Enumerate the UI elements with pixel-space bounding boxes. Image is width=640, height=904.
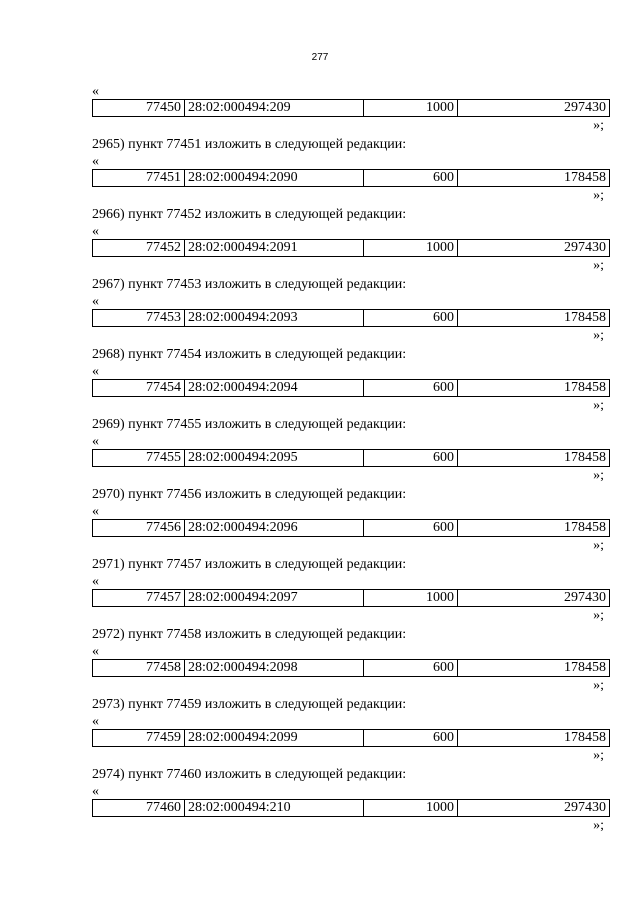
table-row (93, 100, 610, 117)
value-cell: 178458 (458, 310, 610, 327)
item-number-cell: 77459 (93, 730, 185, 747)
amendment-instruction: 2970) пункт 77456 изложить в следующей редакции: (92, 487, 407, 502)
value-cell: 178458 (458, 450, 610, 467)
close-quote: »; (593, 678, 604, 693)
page-number: 277 (311, 52, 329, 63)
cadastral-number-cell: 28:02:000494:2094 (185, 380, 364, 397)
open-quote: « (92, 294, 99, 309)
land-plot-table (92, 169, 610, 187)
land-plot-table (92, 519, 610, 537)
area-cell: 600 (364, 520, 458, 537)
land-plot-table (92, 379, 610, 397)
cadastral-number-cell: 28:02:000494:2099 (185, 730, 364, 747)
cadastral-number-cell: 28:02:000494:210 (185, 800, 364, 817)
area-cell: 600 (364, 380, 458, 397)
amendment-instruction: 2965) пункт 77451 изложить в следующей редакции: (92, 137, 407, 152)
open-quote: « (92, 84, 99, 99)
land-plot-table (92, 799, 610, 817)
amendment-instruction: 2973) пункт 77459 изложить в следующей редакции: (92, 697, 407, 712)
table-row (93, 800, 610, 817)
amendment-block (92, 275, 612, 345)
amendment-block (92, 485, 612, 555)
value-cell: 178458 (458, 730, 610, 747)
amendment-block (92, 765, 612, 835)
cadastral-number-cell: 28:02:000494:2090 (185, 170, 364, 187)
land-plot-table (92, 729, 610, 747)
cadastral-number-cell: 28:02:000494:2095 (185, 450, 364, 467)
table-row (93, 660, 610, 677)
item-number-cell: 77454 (93, 380, 185, 397)
cadastral-number-cell: 28:02:000494:2093 (185, 310, 364, 327)
value-cell: 178458 (458, 380, 610, 397)
close-quote: »; (593, 748, 604, 763)
area-cell: 600 (364, 660, 458, 677)
area-cell: 600 (364, 170, 458, 187)
item-number-cell: 77460 (93, 800, 185, 817)
cadastral-number-cell: 28:02:000494:2096 (185, 520, 364, 537)
amendment-instruction: 2969) пункт 77455 изложить в следующей редакции: (92, 417, 407, 432)
land-plot-table (92, 99, 610, 117)
amendment-instruction: 2966) пункт 77452 изложить в следующей редакции: (92, 207, 407, 222)
amendment-instruction: 2972) пункт 77458 изложить в следующей редакции: (92, 627, 407, 642)
table-row (93, 450, 610, 467)
area-cell: 1000 (364, 800, 458, 817)
document-body (92, 84, 612, 835)
area-cell: 600 (364, 450, 458, 467)
open-quote: « (92, 784, 99, 799)
close-quote: »; (593, 468, 604, 483)
item-number-cell: 77453 (93, 310, 185, 327)
amendment-block (92, 84, 612, 135)
open-quote: « (92, 224, 99, 239)
amendment-block (92, 555, 612, 625)
land-plot-table (92, 309, 610, 327)
cadastral-number-cell: 28:02:000494:2098 (185, 660, 364, 677)
area-cell: 600 (364, 310, 458, 327)
item-number-cell: 77457 (93, 590, 185, 607)
item-number-cell: 77451 (93, 170, 185, 187)
value-cell: 297430 (458, 800, 610, 817)
open-quote: « (92, 574, 99, 589)
close-quote: »; (593, 188, 604, 203)
open-quote: « (92, 504, 99, 519)
table-row (93, 380, 610, 397)
table-row (93, 170, 610, 187)
amendment-block (92, 205, 612, 275)
value-cell: 297430 (458, 240, 610, 257)
close-quote: »; (593, 258, 604, 273)
item-number-cell: 77450 (93, 100, 185, 117)
close-quote: »; (593, 538, 604, 553)
land-plot-table (92, 589, 610, 607)
value-cell: 297430 (458, 100, 610, 117)
amendment-instruction: 2971) пункт 77457 изложить в следующей редакции: (92, 557, 407, 572)
area-cell: 1000 (364, 100, 458, 117)
value-cell: 178458 (458, 170, 610, 187)
area-cell: 1000 (364, 240, 458, 257)
open-quote: « (92, 154, 99, 169)
cadastral-number-cell: 28:02:000494:2097 (185, 590, 364, 607)
amendment-block (92, 135, 612, 205)
table-row (93, 310, 610, 327)
close-quote: »; (593, 608, 604, 623)
close-quote: »; (593, 818, 604, 833)
amendment-block (92, 695, 612, 765)
area-cell: 1000 (364, 590, 458, 607)
close-quote: »; (593, 398, 604, 413)
value-cell: 178458 (458, 520, 610, 537)
item-number-cell: 77455 (93, 450, 185, 467)
open-quote: « (92, 364, 99, 379)
amendment-instruction: 2968) пункт 77454 изложить в следующей редакции: (92, 347, 407, 362)
amendment-instruction: 2967) пункт 77453 изложить в следующей редакции: (92, 277, 407, 292)
open-quote: « (92, 714, 99, 729)
amendment-block (92, 345, 612, 415)
amendment-instruction: 2974) пункт 77460 изложить в следующей редакции: (92, 767, 407, 782)
cadastral-number-cell: 28:02:000494:2091 (185, 240, 364, 257)
amendment-block (92, 415, 612, 485)
value-cell: 178458 (458, 660, 610, 677)
item-number-cell: 77456 (93, 520, 185, 537)
table-row (93, 240, 610, 257)
amendment-block (92, 625, 612, 695)
close-quote: »; (593, 118, 604, 133)
close-quote: »; (593, 328, 604, 343)
cadastral-number-cell: 28:02:000494:209 (185, 100, 364, 117)
table-row (93, 590, 610, 607)
land-plot-table (92, 239, 610, 257)
land-plot-table (92, 659, 610, 677)
value-cell: 297430 (458, 590, 610, 607)
table-row (93, 520, 610, 537)
open-quote: « (92, 434, 99, 449)
area-cell: 600 (364, 730, 458, 747)
table-row (93, 730, 610, 747)
item-number-cell: 77452 (93, 240, 185, 257)
open-quote: « (92, 644, 99, 659)
item-number-cell: 77458 (93, 660, 185, 677)
land-plot-table (92, 449, 610, 467)
